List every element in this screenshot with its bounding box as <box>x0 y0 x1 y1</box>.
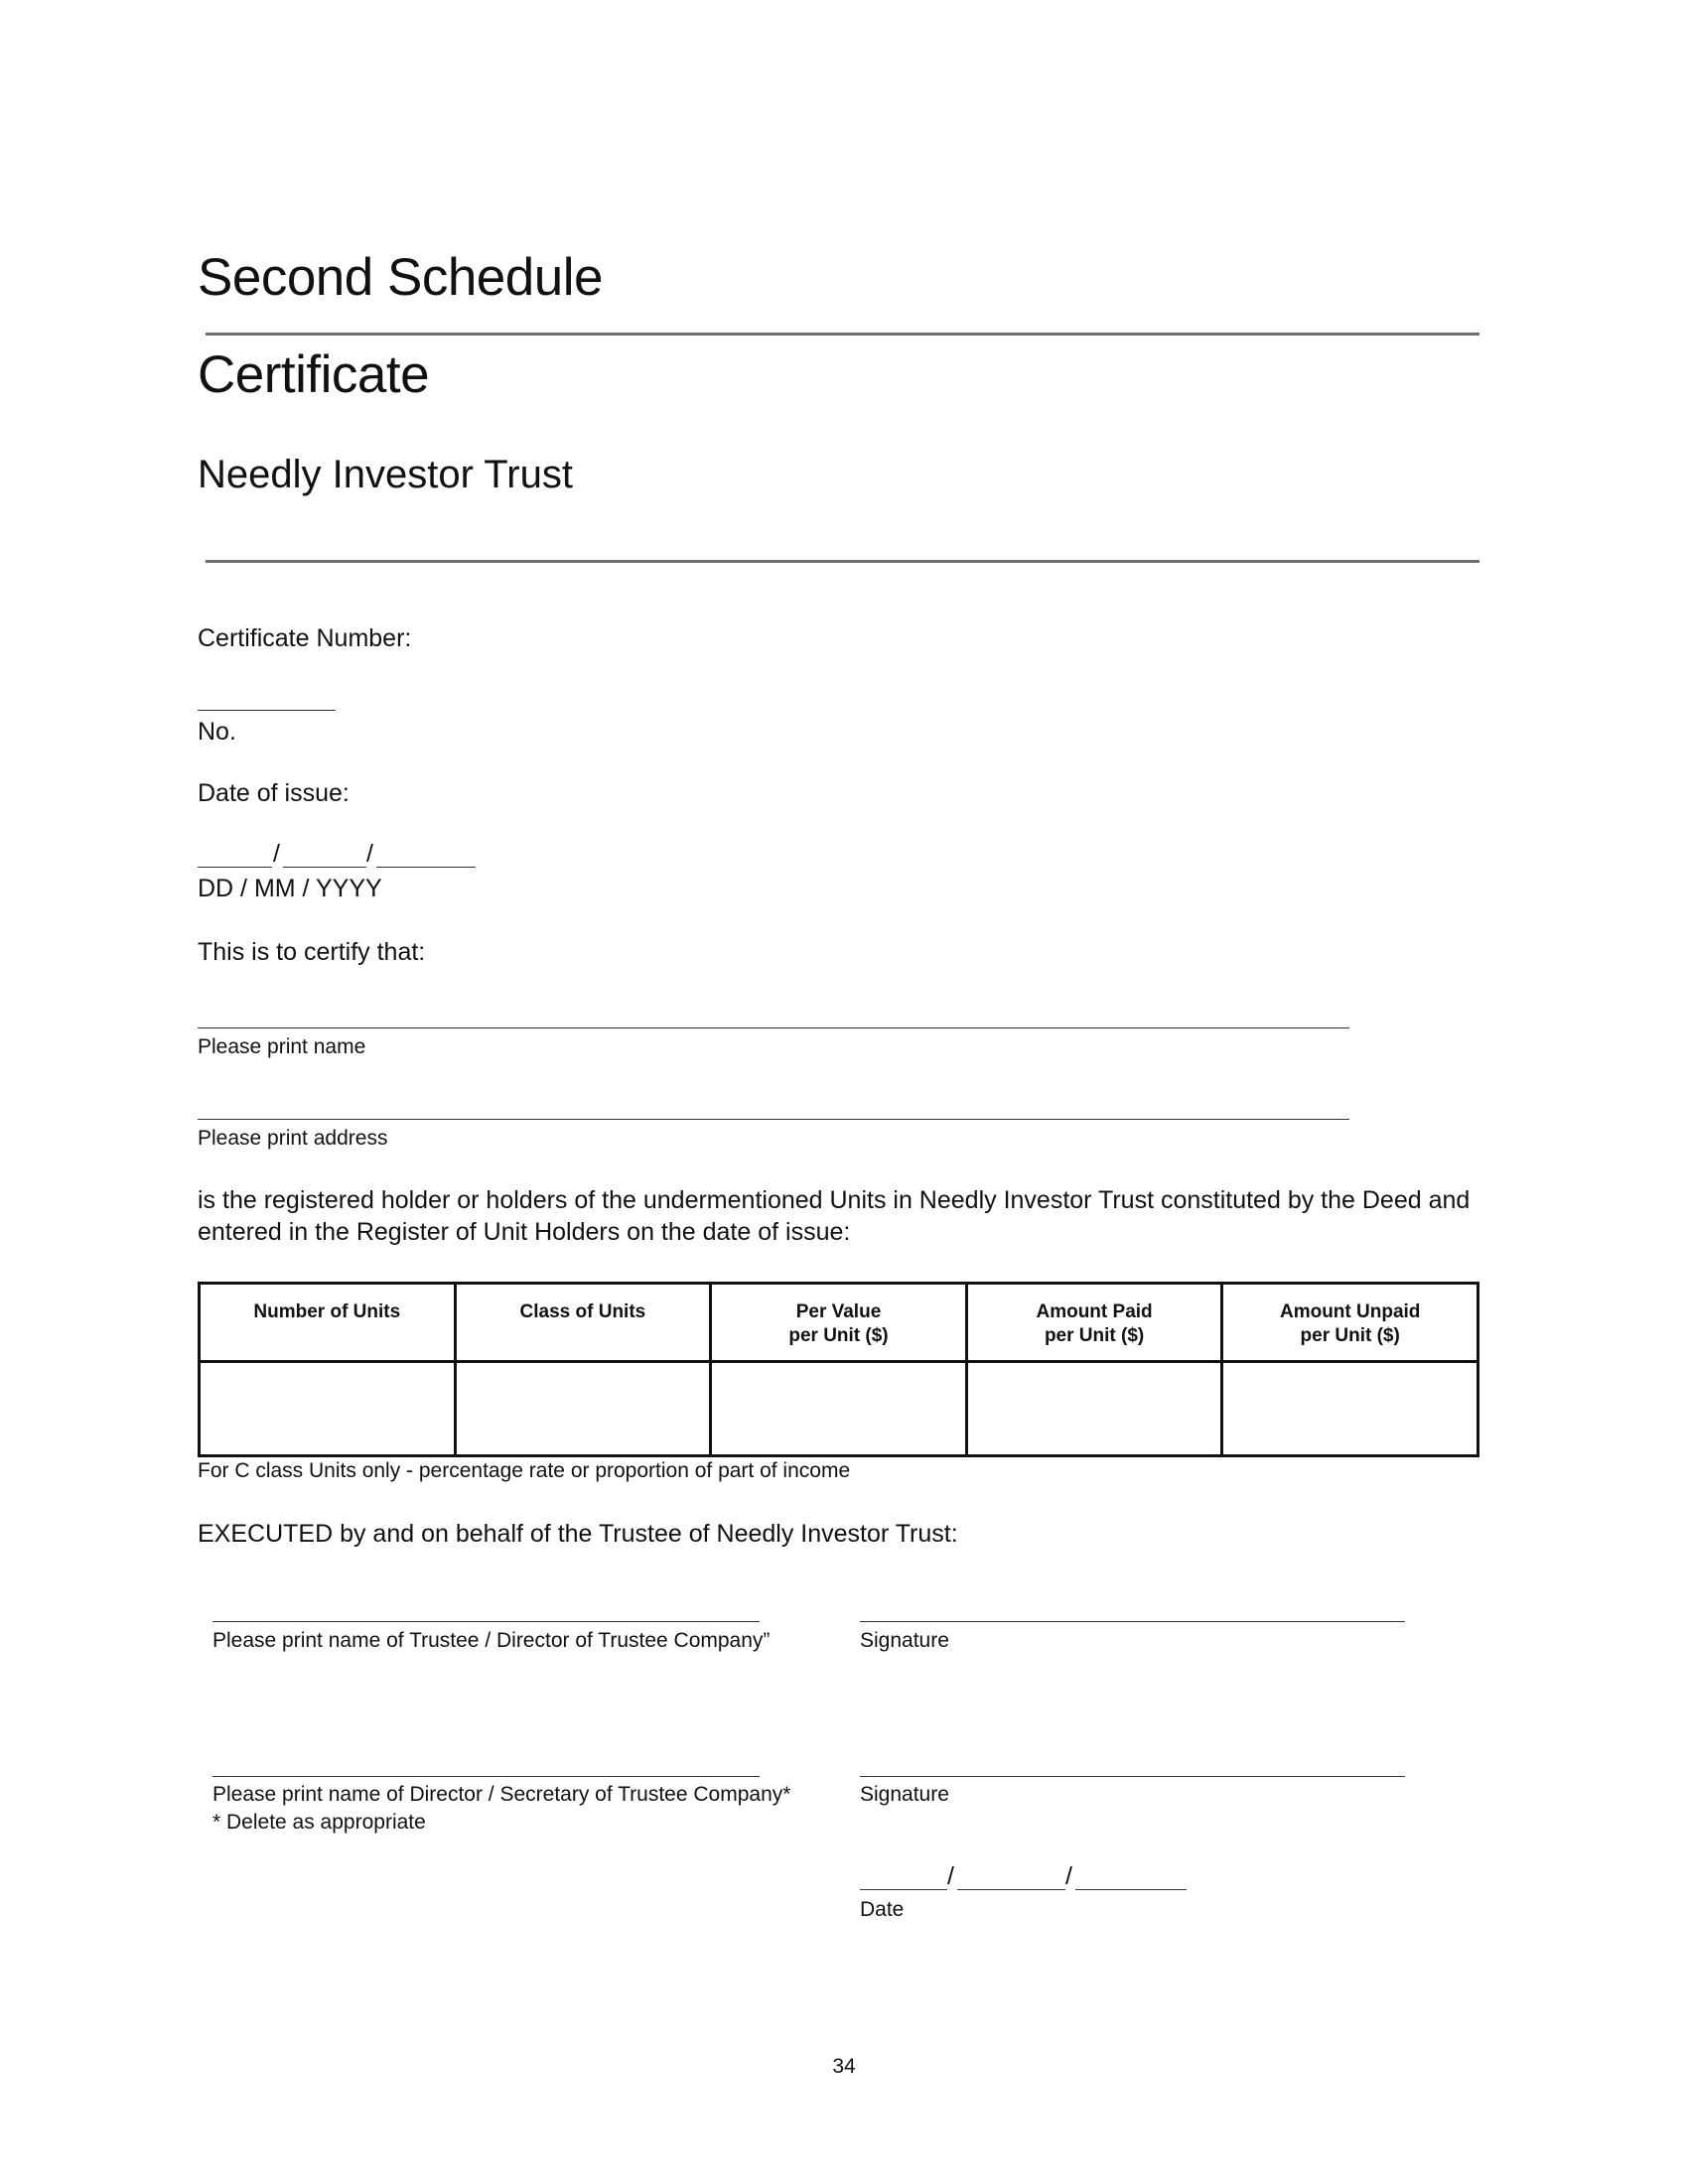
header-line-2: per Unit ($) <box>788 1325 889 1346</box>
execution-date-separator-2: / <box>1065 1862 1072 1890</box>
execution-date-separator-1: / <box>947 1862 954 1890</box>
secretary-name-label: Please print name of Director / Secretary of Trustee Company* <box>212 1783 791 1806</box>
header-per-value <box>711 1284 967 1362</box>
certificate-number-no-label: No. <box>198 718 236 746</box>
trustee-name-field[interactable] <box>212 1621 760 1622</box>
date-format-hint: DD / MM / YYYY <box>198 875 382 902</box>
execution-year-field[interactable] <box>1075 1889 1187 1890</box>
signature-label-2: Signature <box>860 1783 949 1806</box>
number-of-units-cell[interactable] <box>200 1362 456 1456</box>
units-table-entry-row <box>200 1362 1478 1456</box>
issue-date-separator-2: / <box>366 840 373 868</box>
execution-intro: EXECUTED by and on behalf of the Trustee of Needly Investor Trust: <box>198 1520 958 1548</box>
trustee-name-label: Please print name of Trustee / Director of Trustee Company” <box>212 1629 771 1652</box>
signature-label-1: Signature <box>860 1629 949 1652</box>
header-line: Amount Unpaid <box>1279 1301 1421 1322</box>
holder-statement-line-2: entered in the Register of Unit Holders on the date of issue: <box>198 1218 851 1246</box>
header-amount-unpaid <box>1222 1284 1478 1362</box>
header-line-2: per Unit ($) <box>1044 1325 1145 1346</box>
header-class-of-units <box>455 1284 711 1362</box>
delete-note: * Delete as appropriate <box>212 1811 426 1834</box>
header-amount-paid <box>966 1284 1222 1362</box>
certificate-number-field[interactable] <box>198 710 336 711</box>
heading-divider-bottom <box>206 560 1479 563</box>
schedule-heading: Second Schedule <box>198 248 603 307</box>
certificate-number-label: Certificate Number: <box>198 624 412 652</box>
signature-field-1[interactable] <box>860 1621 1405 1622</box>
certify-intro: This is to certify that: <box>198 938 426 966</box>
heading-divider-top <box>206 333 1479 336</box>
date-of-issue-label: Date of issue: <box>198 779 350 807</box>
issue-date-separator-1: / <box>273 840 280 868</box>
holder-address-label: Please print address <box>198 1127 388 1150</box>
holder-name-field[interactable] <box>198 1027 1349 1028</box>
units-table-header-row <box>200 1284 1478 1362</box>
certificate-heading: Certificate <box>198 345 430 404</box>
page-number: 34 <box>832 2055 856 2078</box>
issue-year-field[interactable] <box>376 867 476 868</box>
units-table-footnote: For C class Units only - percentage rate or proportion of part of income <box>198 1459 851 1482</box>
per-value-cell[interactable] <box>711 1362 967 1456</box>
header-number-of-units <box>200 1284 456 1362</box>
secretary-name-field[interactable] <box>212 1776 760 1777</box>
execution-month-field[interactable] <box>957 1889 1065 1890</box>
trust-name-heading: Needly Investor Trust <box>198 453 573 496</box>
issue-day-field[interactable] <box>198 867 272 868</box>
issue-month-field[interactable] <box>283 867 366 868</box>
holder-address-field[interactable] <box>198 1119 1349 1120</box>
units-table <box>198 1282 1479 1457</box>
execution-date-label: Date <box>860 1898 905 1921</box>
class-of-units-cell[interactable] <box>455 1362 711 1456</box>
signature-field-2[interactable] <box>860 1776 1405 1777</box>
header-line: Class of Units <box>519 1301 646 1322</box>
holder-name-label: Please print name <box>198 1035 366 1058</box>
amount-unpaid-cell[interactable] <box>1222 1362 1478 1456</box>
amount-paid-cell[interactable] <box>966 1362 1222 1456</box>
header-line-2: per Unit ($) <box>1300 1325 1400 1346</box>
execution-day-field[interactable] <box>860 1889 947 1890</box>
header-line: Amount Paid <box>1036 1301 1153 1322</box>
header-line: Per Value <box>795 1301 882 1322</box>
holder-statement-line-1: is the registered holder or holders of the undermentioned Units in Needly Investor Trust constituted by the Deed and <box>198 1186 1471 1214</box>
header-line: Number of Units <box>253 1301 401 1322</box>
